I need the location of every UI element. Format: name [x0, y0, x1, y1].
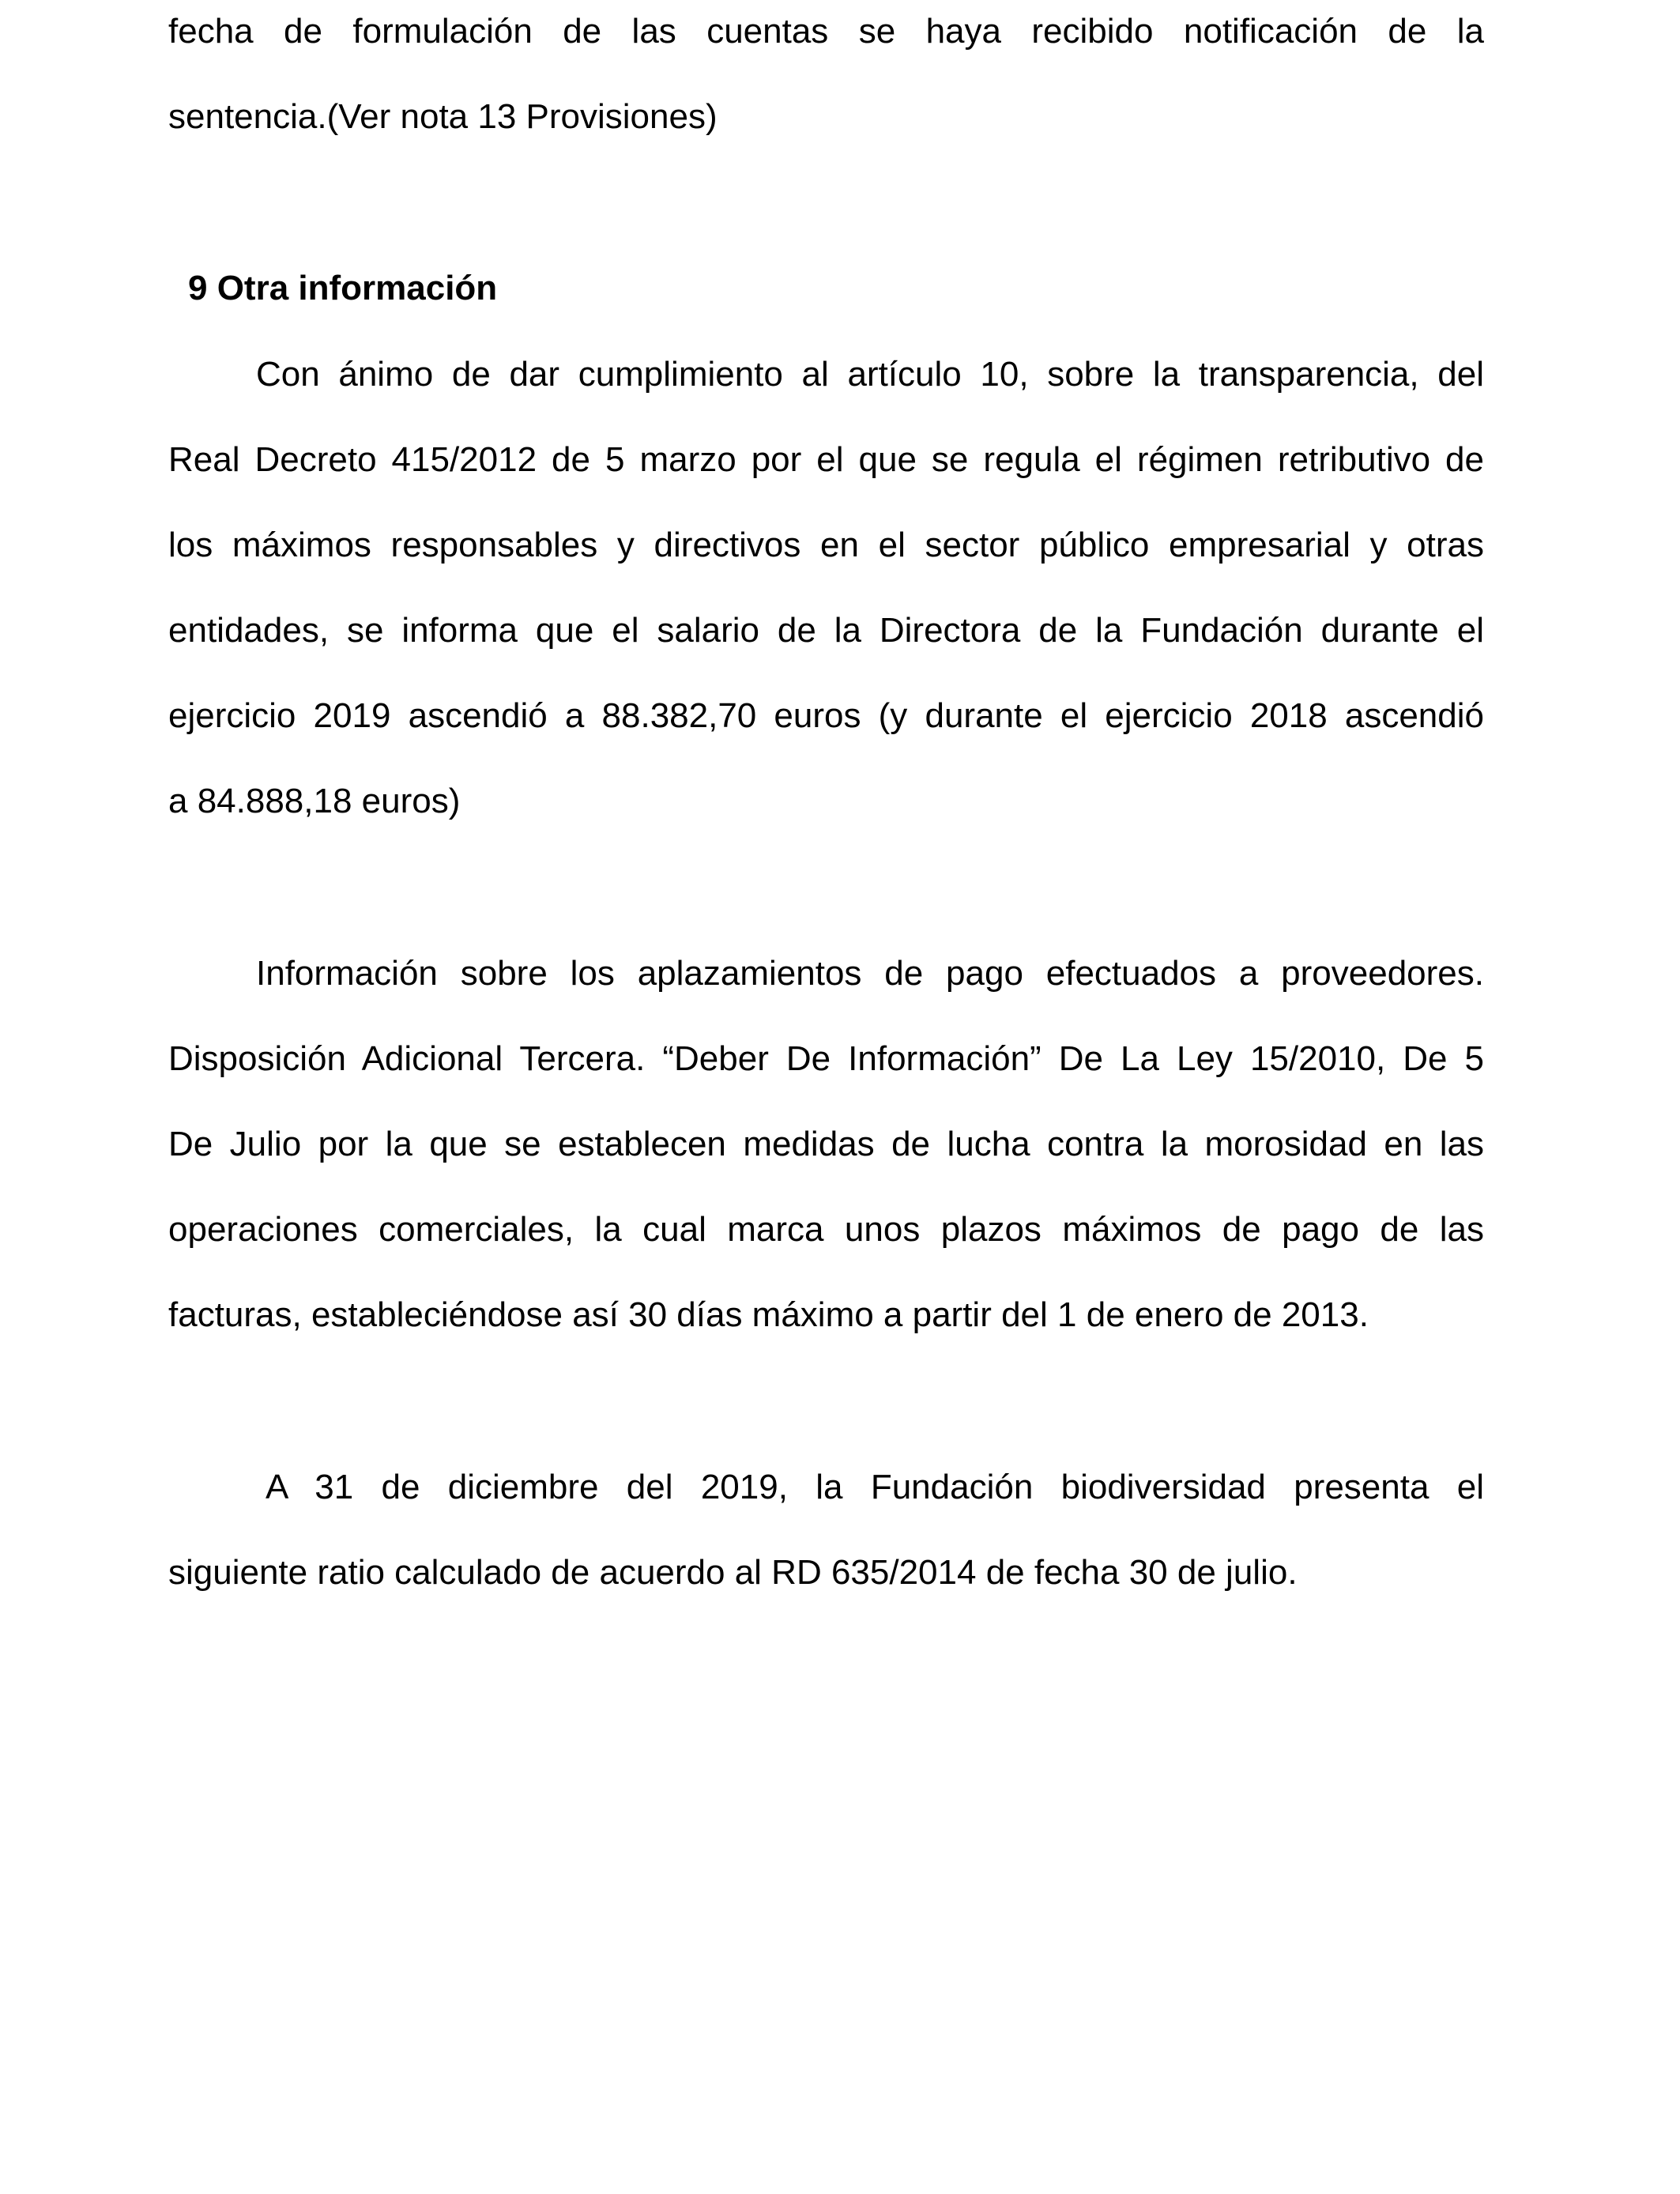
- paragraph-2-line-5: facturas, estableciéndose así 30 días máximo a partir del 1 de enero de 2013.: [168, 1295, 1369, 1334]
- paragraph-3-line-1: A 31 de diciembre del 2019, la Fundación biodiversidad presenta el: [266, 1468, 1484, 1506]
- paragraph-2-line-2: Disposición Adicional Tercera. “Deber De Información” De La Ley 15/2010, De 5: [168, 1039, 1484, 1078]
- paragraph-1-line-1: Con ánimo de dar cumplimiento al artículo 10, sobre la transparencia, del: [256, 355, 1484, 394]
- paragraph-3-line-2: siguiente ratio calculado de acuerdo al RD 635/2014 de fecha 30 de julio.: [168, 1553, 1298, 1592]
- paragraph-2-line-4: operaciones comerciales, la cual marca unos plazos máximos de pago de las: [168, 1210, 1484, 1249]
- section-heading: 9 Otra información: [188, 269, 498, 307]
- paragraph-1-line-6: a 84.888,18 euros): [168, 782, 461, 820]
- intro-line-1: fecha de formulación de las cuentas se haya recibido notificación de la: [168, 12, 1484, 51]
- paragraph-1-line-4: entidades, se informa que el salario de la Directora de la Fundación durante el: [168, 611, 1484, 650]
- paragraph-2-line-1: Información sobre los aplazamientos de pago efectuados a proveedores.: [256, 954, 1484, 993]
- intro-line-2: sentencia.(Ver nota 13 Provisiones): [168, 97, 718, 136]
- paragraph-1-line-5: ejercicio 2019 ascendió a 88.382,70 euros (y durante el ejercicio 2018 ascendió: [168, 696, 1484, 735]
- paragraph-2-line-3: De Julio por la que se establecen medidas de lucha contra la morosidad en las: [168, 1125, 1484, 1163]
- paragraph-1-line-3: los máximos responsables y directivos en el sector público empresarial y otras: [168, 526, 1484, 564]
- paragraph-1-line-2: Real Decreto 415/2012 de 5 marzo por el que se regula el régimen retributivo de: [168, 440, 1484, 479]
